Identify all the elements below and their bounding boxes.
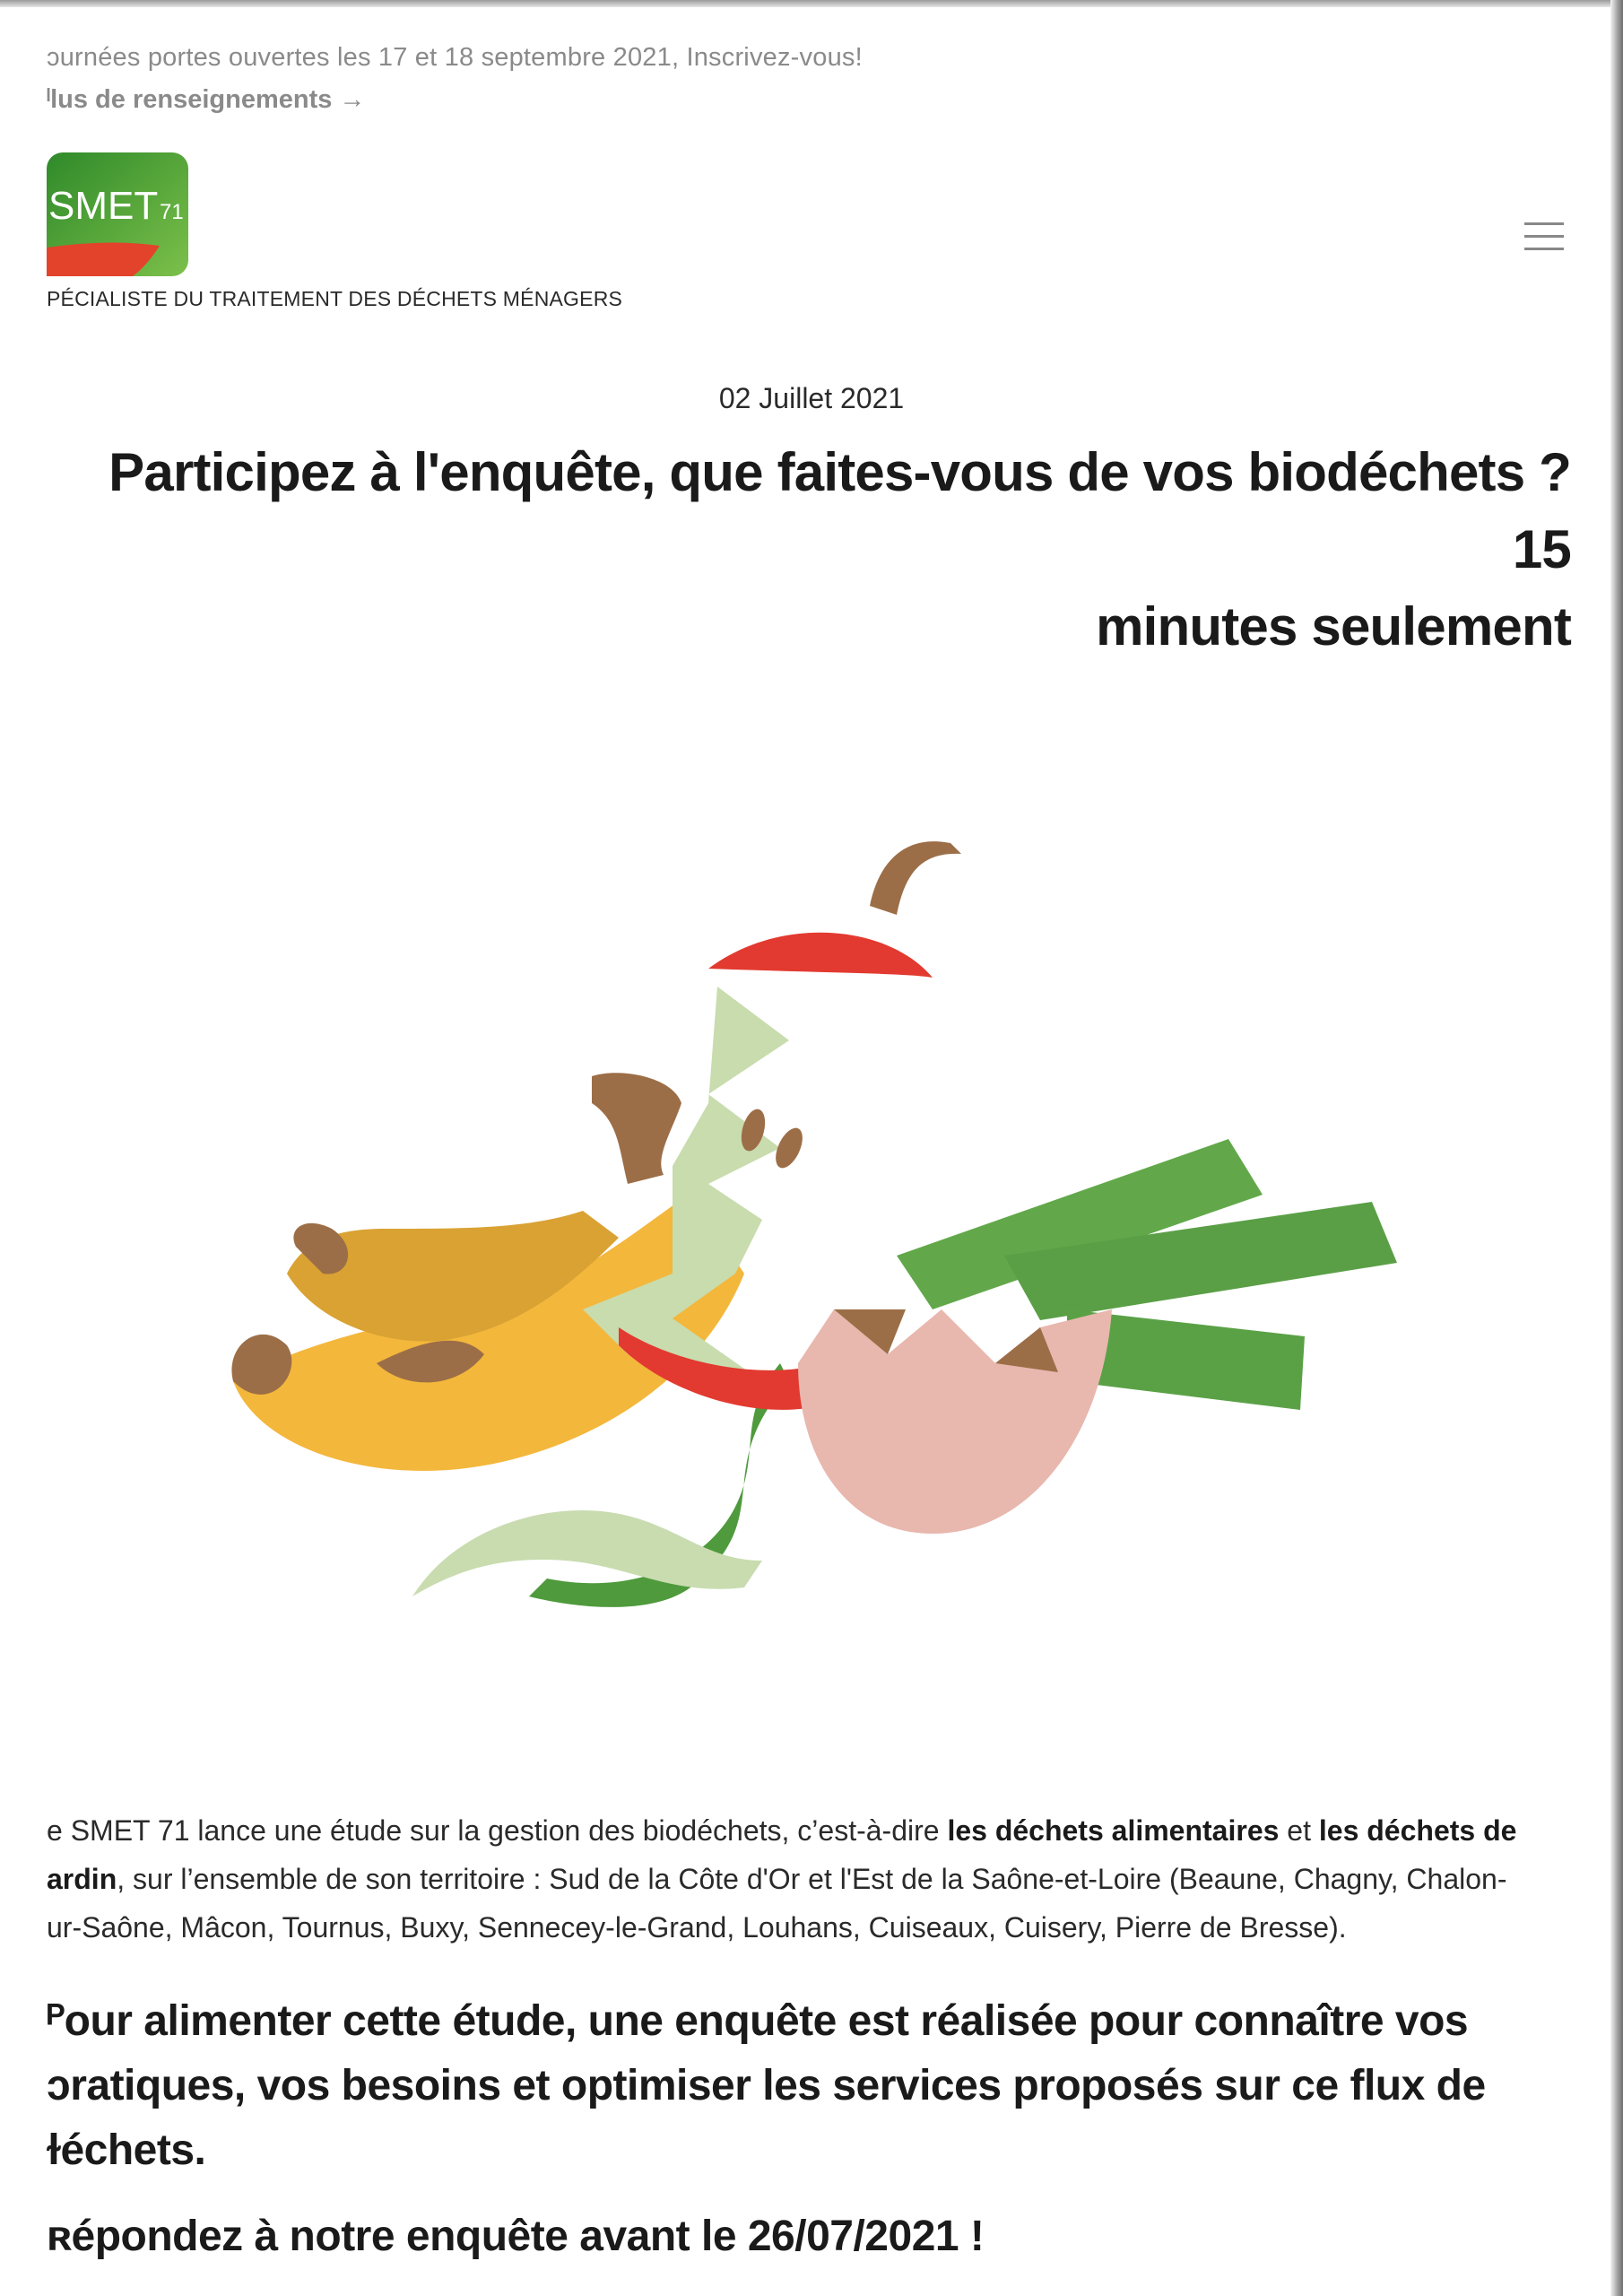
title-line-1: Participez à l'enquête, que faites-vous de vos biodéchets ? 15 <box>108 442 1571 579</box>
intro-paragraph <box>47 1806 1562 1952</box>
scan-right-edge <box>1610 0 1623 2296</box>
apple-top <box>708 933 933 978</box>
survey-deadline: ʀépondez à notre enquête avant le 26/07/2021 ! <box>47 2213 985 2260</box>
logo-number: 71 <box>160 200 184 224</box>
post-date: 02 Juillet 2021 <box>718 382 905 414</box>
intro-bold-garden-waste-end: ardin <box>47 1863 117 1895</box>
biowaste-illustration <box>206 807 1426 1668</box>
lead-paragraph: ᴾour alimenter cette étude, une enquête est réalisée pour connaître vos ɔratiques, vos besoins et optimiser les services proposés sur ce flux de ɫéchets. <box>47 1997 1486 2174</box>
smet71-logo[interactable] <box>47 152 188 276</box>
intro-bold-garden-waste: les déchets de <box>1318 1814 1517 1847</box>
more-info-link[interactable]: ˡlus de renseignements → <box>47 85 366 114</box>
eggshell <box>798 1309 1112 1534</box>
intro-text-2: et <box>1287 1814 1311 1847</box>
intro-text-4: ur-Saône, Mâcon, Tournus, Buxy, Sennecey-le-Grand, Louhans, Cuiseaux, Cuisery, Pierre de Bresse). <box>47 1911 1347 1944</box>
banana-stem <box>592 1073 681 1184</box>
intro-text-3: , sur l’ensemble de son territoire : Sud de la Côte d'Or et l'Est de la Saône-et-Loire (Beaune, Chagny, Chalon- <box>117 1863 1507 1895</box>
logo-tagline: PÉCIALISTE DU TRAITEMENT DES DÉCHETS MÉNAGERS <box>47 287 623 310</box>
announcement-message: ɔurnées portes ouvertes les 17 et 18 septembre 2021, Inscrivez-vous! <box>47 43 863 72</box>
logo-text: SMET <box>48 184 159 228</box>
announcement-bar <box>47 43 863 115</box>
intro-text-1: e SMET 71 lance une étude sur la gestion des biodéchets, c’est-à-dire <box>47 1814 940 1847</box>
hamburger-menu-icon[interactable] <box>1524 222 1564 255</box>
page-title <box>47 434 1571 665</box>
title-line-2: minutes seulement <box>1096 596 1571 657</box>
apple-stem <box>870 841 961 915</box>
intro-bold-food-waste: les déchets alimentaires <box>947 1814 1280 1847</box>
